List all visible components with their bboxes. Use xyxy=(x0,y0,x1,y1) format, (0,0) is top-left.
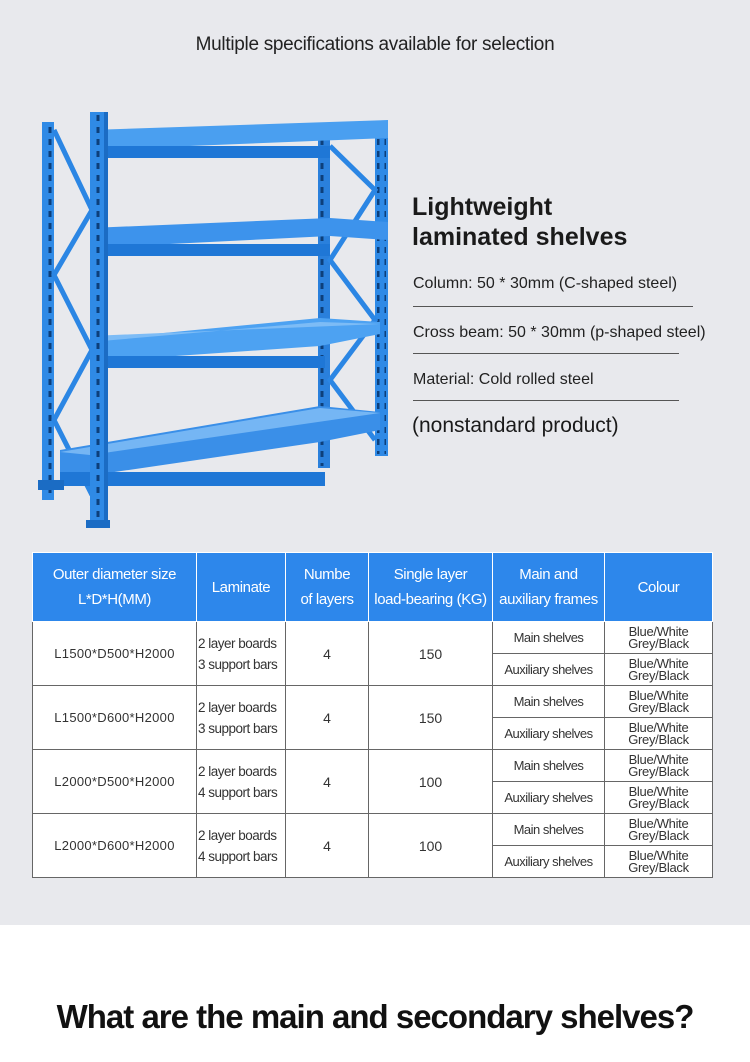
laminate-cell: 2 layer boards 3 support bars xyxy=(197,686,286,750)
shelf-rack-image xyxy=(30,100,400,540)
product-title xyxy=(412,192,732,252)
load-cell: 100 xyxy=(369,750,493,814)
header-load: Single layer load-bearing (KG) xyxy=(369,553,493,622)
product-title-line1: Lightweight xyxy=(412,193,553,221)
layers-cell: 4 xyxy=(286,750,369,814)
page-title: Multiple specifications available for selection xyxy=(195,34,555,55)
header-colour: Colour xyxy=(605,553,713,622)
layers-cell: 4 xyxy=(286,814,369,878)
auxiliary-shelves-cell: Auxiliary shelves xyxy=(493,782,605,814)
colour-cell: Blue/White Grey/Black xyxy=(605,750,713,782)
spec-column: Column: 50 * 30mm (C-shaped steel) xyxy=(413,275,678,292)
size-cell: L1500*D500*H2000 xyxy=(33,622,197,686)
section-heading: What are the main and secondary shelves? xyxy=(56,998,694,1035)
header-layers: Numbe of layers xyxy=(286,553,369,622)
colour-cell: Blue/White Grey/Black xyxy=(605,622,713,654)
layers-cell: 4 xyxy=(286,622,369,686)
colour-cell: Blue/White Grey/Black xyxy=(605,654,713,686)
spec-divider xyxy=(413,353,679,354)
main-shelves-cell: Main shelves xyxy=(493,814,605,846)
auxiliary-shelves-cell: Auxiliary shelves xyxy=(493,654,605,686)
header-frames: Main and auxiliary frames xyxy=(493,553,605,622)
spec-cross-beam: Cross beam: 50 * 30mm (p-shaped steel) xyxy=(413,324,706,341)
table-row xyxy=(33,814,713,846)
product-title-line2: laminated shelves xyxy=(412,223,628,251)
colour-cell: Blue/White Grey/Black xyxy=(605,846,713,878)
colour-cell: Blue/White Grey/Black xyxy=(605,718,713,750)
laminate-cell: 2 layer boards 3 support bars xyxy=(197,622,286,686)
size-cell: L1500*D600*H2000 xyxy=(33,686,197,750)
main-shelves-cell: Main shelves xyxy=(493,622,605,654)
colour-cell: Blue/White Grey/Black xyxy=(605,782,713,814)
spec-divider xyxy=(413,306,693,307)
size-cell: L2000*D500*H2000 xyxy=(33,750,197,814)
spec-divider xyxy=(413,400,679,401)
main-shelves-cell: Main shelves xyxy=(493,750,605,782)
laminate-cell: 2 layer boards 4 support bars xyxy=(197,814,286,878)
spec-material: Material: Cold rolled steel xyxy=(413,371,594,388)
table-row xyxy=(33,686,713,718)
load-cell: 100 xyxy=(369,814,493,878)
auxiliary-shelves-cell: Auxiliary shelves xyxy=(493,846,605,878)
load-cell: 150 xyxy=(369,686,493,750)
layers-cell: 4 xyxy=(286,686,369,750)
header-size: Outer diameter size L*D*H(MM) xyxy=(33,553,197,622)
colour-cell: Blue/White Grey/Black xyxy=(605,814,713,846)
table-header-row xyxy=(33,553,713,622)
specification-table xyxy=(32,552,713,878)
colour-cell: Blue/White Grey/Black xyxy=(605,686,713,718)
header-laminate: Laminate xyxy=(197,553,286,622)
laminate-cell: 2 layer boards 4 support bars xyxy=(197,750,286,814)
table-row xyxy=(33,622,713,654)
size-cell: L2000*D600*H2000 xyxy=(33,814,197,878)
main-shelves-cell: Main shelves xyxy=(493,686,605,718)
nonstandard-note: (nonstandard product) xyxy=(412,414,619,437)
load-cell: 150 xyxy=(369,622,493,686)
table-row xyxy=(33,750,713,782)
auxiliary-shelves-cell: Auxiliary shelves xyxy=(493,718,605,750)
